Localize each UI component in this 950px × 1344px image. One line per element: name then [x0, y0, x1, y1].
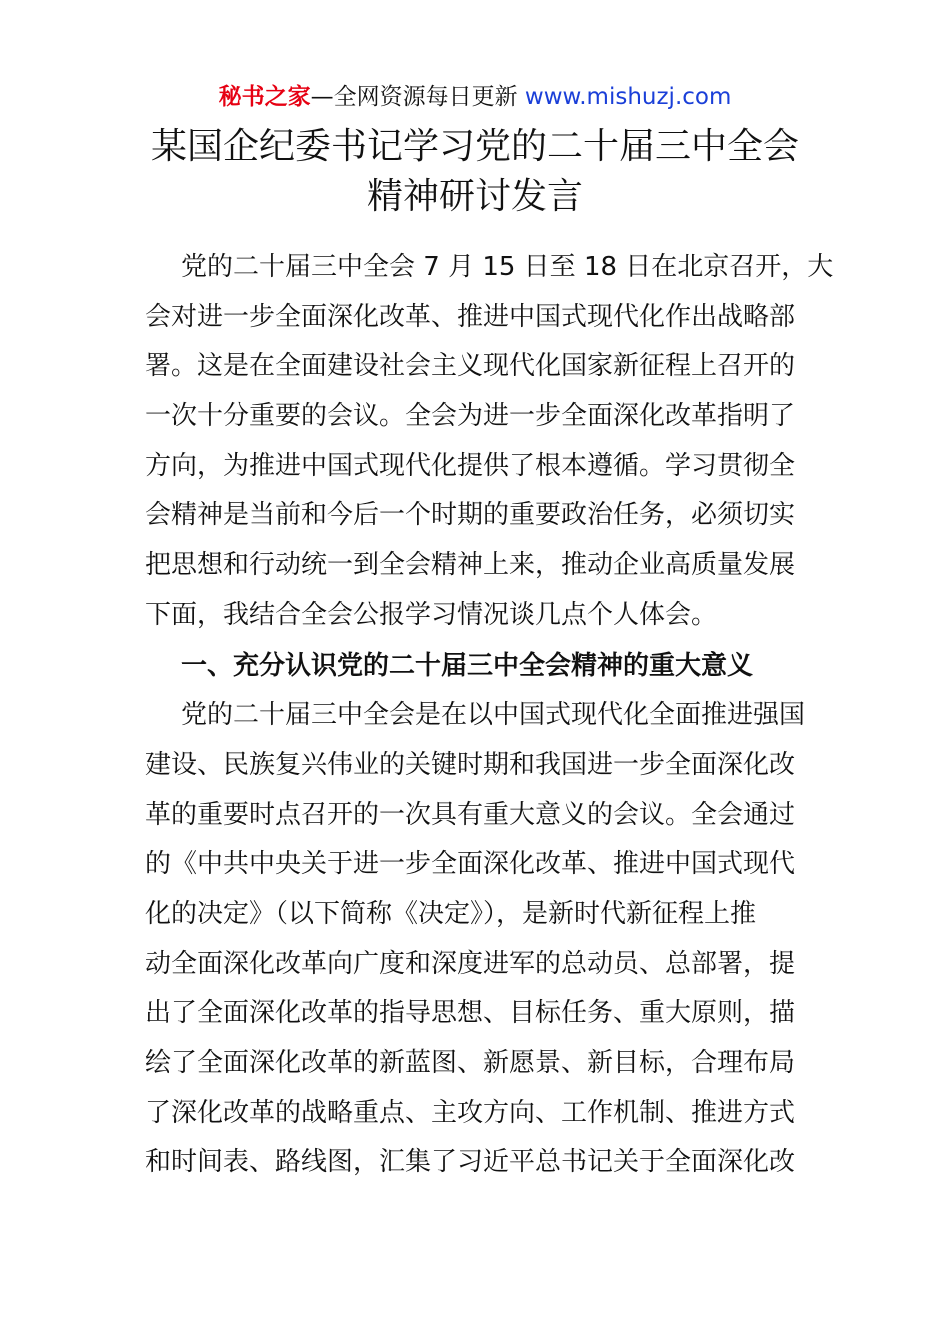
document-body	[145, 243, 834, 1188]
paragraph-line: 建设、民族复兴伟业的关键时期和我国进一步全面深化改	[145, 749, 796, 780]
banner-brand: 秘书之家	[218, 84, 311, 110]
paragraph-line: 会精神是当前和今后一个时期的重要政治任务，必须切实	[145, 500, 796, 531]
paragraph-line: 会对进一步全面深化改革、推进中国式现代化作出战略部	[145, 301, 796, 332]
paragraph-line: 署。这是在全面建设社会主义现代化国家新征程上召开的	[145, 351, 796, 382]
paragraph-line: 和时间表、路线图，汇集了习近平总书记关于全面深化改	[145, 1147, 796, 1178]
paragraph-line: 了深化改革的战略重点、主攻方向、工作机制、推进方式	[145, 1097, 796, 1128]
paragraph-line: 绘了全面深化改革的新蓝图、新愿景、新目标，合理布局	[145, 1048, 796, 1078]
site-banner	[0, 82, 950, 112]
paragraph-line: 党的二十届三中全会 7 月 15 日至 18 日在北京召开，大	[181, 252, 834, 282]
title-line: 某国企纪委书记学习党的二十届三中全会	[150, 126, 799, 167]
paragraph-line: 化的决定》（以下简称《决定》），是新时代新征程上推	[145, 898, 757, 929]
title-line: 精神研讨发言	[366, 175, 583, 217]
paragraph-line: 把思想和行动统一到全会精神上来，推动企业高质量发展	[145, 550, 796, 581]
paragraph-line: 动全面深化改革向广度和深度进军的总动员、总部署，提	[145, 948, 796, 979]
paragraph-intro	[145, 243, 834, 641]
section-heading: 一、充分认识党的二十届三中全会精神的重大意义	[181, 650, 754, 681]
banner-url-link[interactable]: www.mishuzj.com	[524, 84, 732, 110]
paragraph-line: 党的二十届三中全会是在以中国式现代化全面推进强国	[181, 700, 806, 731]
paragraph-significance	[145, 691, 810, 1188]
paragraph-line: 下面，我结合全会公报学习情况谈几点个人体会。	[145, 599, 718, 630]
document-title	[120, 122, 830, 221]
paragraph-line: 方向，为推进中国式现代化提供了根本遵循。学习贯彻全	[145, 450, 796, 481]
paragraph-line: 一次十分重要的会议。全会为进一步全面深化改革指明了	[145, 401, 796, 432]
paragraph-line: 革的重要时点召开的一次具有重大意义的会议。全会通过	[145, 799, 796, 830]
paragraph-line: 的《中共中央关于进一步全面深化改革、推进中国式现代	[145, 849, 796, 880]
banner-tagline: —全网资源每日更新	[310, 84, 518, 110]
paragraph-line: 出了全面深化改革的指导思想、目标任务、重大原则，描	[145, 998, 796, 1029]
